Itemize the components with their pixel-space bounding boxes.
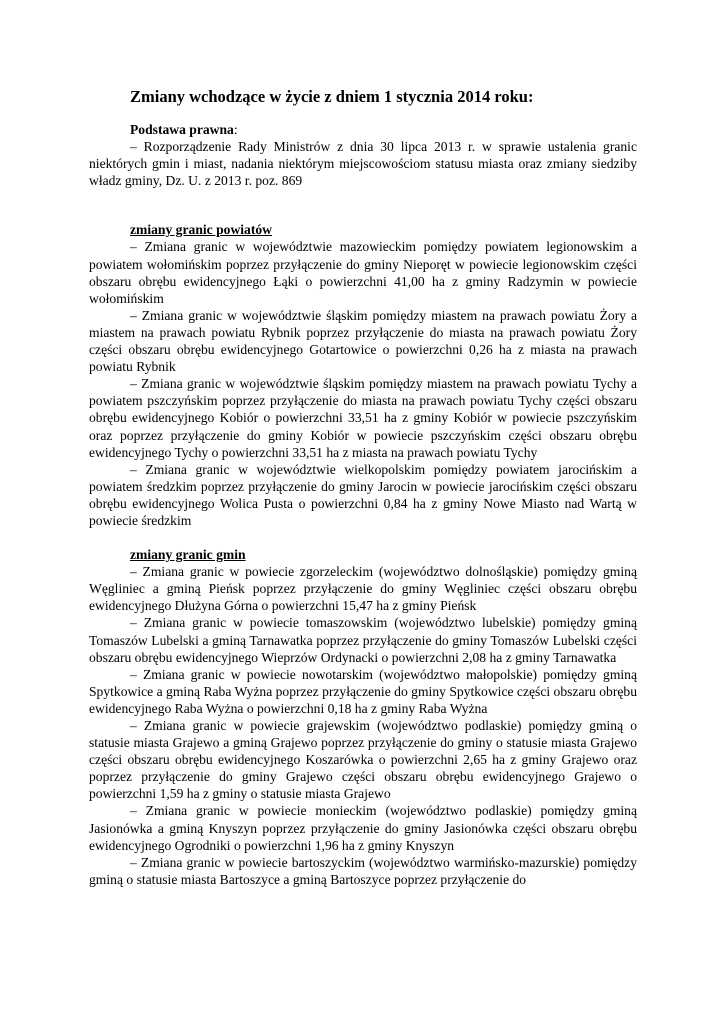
paragraph-powiaty-2: – Zmiana granic w województwie śląskim pomiędzy miastem na prawach powiatu Żory a miastem na prawach powiatu Rybnik poprzez przyłączenie do miasta na prawach powiatu Żory części obszaru obrębu ewidencyjnego Gotartowice o powierzchni 0,26 ha z miasta na prawach powiatu Rybnik [89,307,637,375]
section-heading-gminy: zmiany granic gmin [130,547,246,563]
paragraph-gminy-4: – Zmiana granic w powiecie grajewskim (województwo podlaskie) pomiędzy gminą o statusie miasta Grajewo a gminą Grajewo poprzez przyłączenie do gminy o statusie miasta Grajewo części obszaru obrębu ewidencyjnego Koszarówka o powierzchni 2,65 ha z gminy Grajewo oraz poprzez przyłączenie do gminy Grajewo części obszaru obrębu ewidencyjnego Grajewo o powierzchni 1,59 ha z gminy o statusie miasta Grajewo [89,718,637,802]
paragraph-gminy-3: – Zmiana granic w powiecie nowotarskim (województwo małopolskie) pomiędzy gminą Spytkowice a gminą Raba Wyżna poprzez przyłączenie do gminy Spytkowice części obszaru obrębu ewidencyjnego Raba Wyżna o powierzchni 0,18 ha z gminy Raba Wyżna [89,666,637,716]
paragraph-gminy-2: – Zmiana granic w powiecie tomaszowskim (województwo lubelskie) pomiędzy gminą Tomaszów Lubelski a gminą Tarnawatka poprzez przyłączenie do gminy Tomaszów Lubelski części obszaru obrębu ewidencyjnego Wieprzów Ordynacki o powierzchni 2,08 ha z gminy Tarnawatka [89,615,637,665]
paragraph-gminy-5: – Zmiana granic w powiecie monieckim (województwo podlaskie) pomiędzy gminą Jasionówka a gminą Knyszyn poprzez przyłączenie do gminy Jasionówka części obszaru obrębu ewidencyjnego Ogrodniki o powierzchni 1,96 ha z gminy Knyszyn [89,803,637,853]
paragraph-powiaty-1: – Zmiana granic w województwie mazowieckim pomiędzy powiatem legionowskim a powiatem wołomińskim poprzez przyłączenie do gminy Nieporęt w powiecie legionowskim części obszaru obrębu ewidencyjnego Łąki o powierzchni 41,00 ha z gminy Radzymin w powiecie wołomińskim [89,239,637,306]
page-title: Zmiany wchodzące w życie z dniem 1 stycznia 2014 roku: [130,87,534,106]
document-body [89,121,637,888]
legal-basis-label [89,121,637,138]
legal-basis-colon: : [233,122,238,137]
paragraph-powiaty-3: – Zmiana granic w województwie śląskim pomiędzy miastem na prawach powiatu Tychy a powiatem pszczyńskim poprzez przyłączenie do miasta na prawach powiatu Tychy części obszaru obrębu ewidencyjnego Kobiór o powierzchni 33,51 ha z gminy Kobiór w powiecie pszczyńskim oraz poprzez przyłączenie do gminy Kobiór w powiecie pszczyńskim części obszaru obrębu ewidencyjnego Tychy o powierzchni 33,51 ha z miasta na prawach powiatu Tychy [89,376,637,460]
legal-basis-label-text: Podstawa prawna [130,122,234,137]
legal-basis-text: – Rozporządzenie Rady Ministrów z dnia 30 lipca 2013 r. w sprawie ustalenia granic niektórych gmin i miast, nadania niektórym miejscowościom statusu miasta oraz zmiany siedziby władz gminy, Dz. U. z 2013 r. poz. 869 [89,139,637,189]
section-heading-powiaty: zmiany granic powiatów [130,222,272,238]
paragraph-gminy-6: – Zmiana granic w powiecie bartoszyckim (województwo warmińsko-mazurskie) pomiędzy gminą o statusie miasta Bartoszyce a gminą Bartoszyce poprzez przyłączenie do [89,854,637,887]
paragraph-powiaty-4: – Zmiana granic w województwie wielkopolskim pomiędzy powiatem jarocińskim a powiatem średzkim poprzez przyłączenie do gminy Jarocin w powiecie jarocińskim części obszaru obrębu ewidencyjnego Wolica Pusta o powierzchni 0,84 ha z gminy Nowe Miasto nad Wartą w powiecie średzkim [89,461,637,528]
paragraph-gminy-1: – Zmiana granic w powiecie zgorzeleckim (województwo dolnośląskie) pomiędzy gminą Węgliniec a gminą Pieńsk poprzez przyłączenie do gminy Węgliniec części obszaru obrębu ewidencyjnego Dłużyna Górna o powierzchni 15,47 ha z gminy Pieńsk [89,564,637,614]
